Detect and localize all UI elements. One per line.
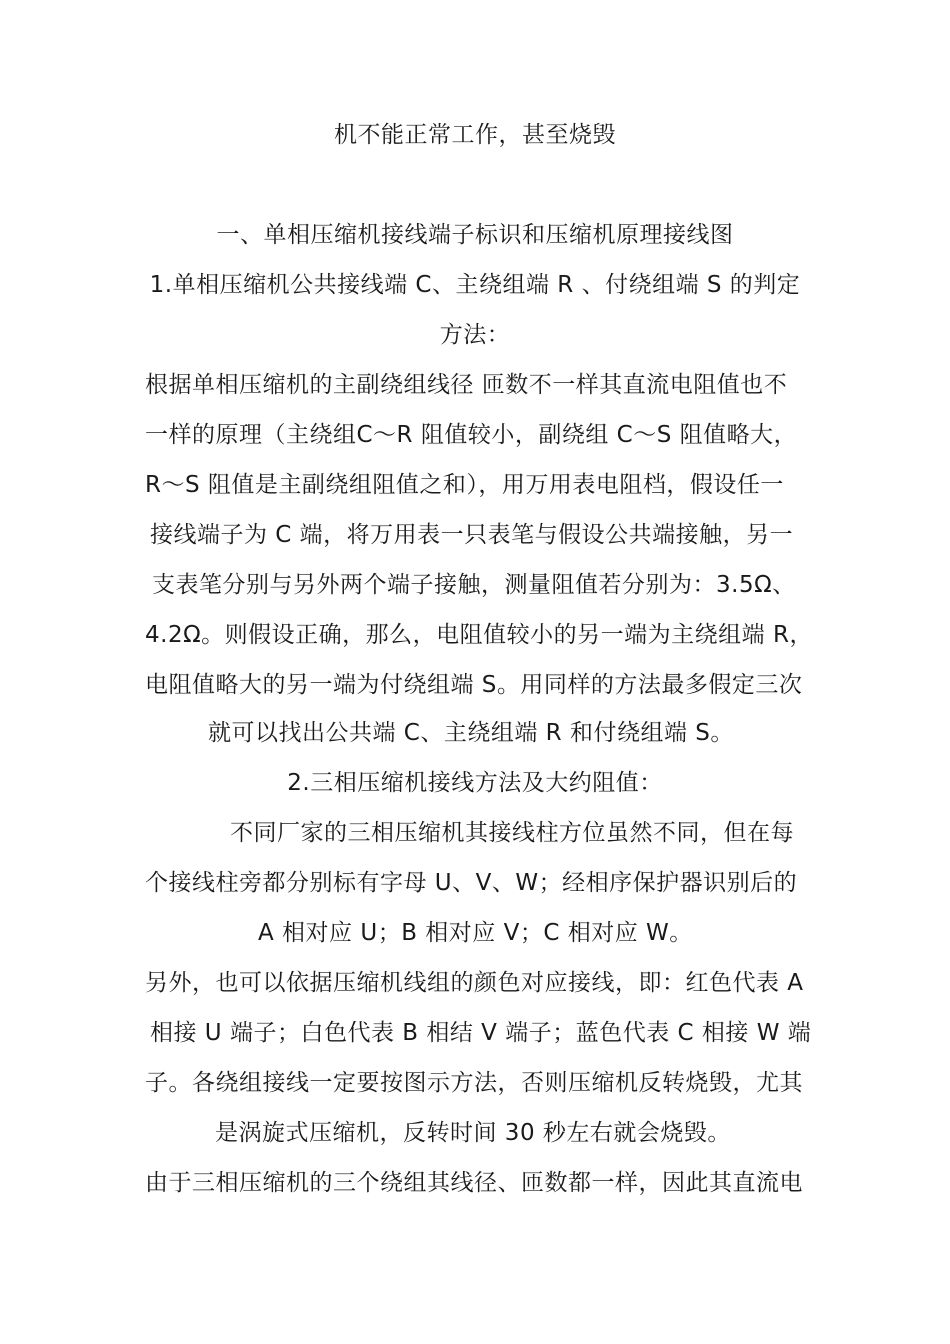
top-line: 机不能正常工作，甚至烧毁 [334,122,616,148]
item2-body-line: 子。各绕组接线一定要按图示方法，否则压缩机反转烧毁，尤其 [145,1070,803,1096]
item2-body-line: A 相对应 U；B 相对应 V；C 相对应 W。 [258,920,693,946]
item1-body-line: 接线端子为 C 端，将万用表一只表笔与假设公共端接触，另一 [150,522,794,548]
item2-heading: 2.三相压缩机接线方法及大约阻值： [287,770,663,796]
item1-body-line: R～S 阻值是主副绕组阻值之和），用万用表电阻档，假设任一 [145,472,784,498]
item2-body-line: 不同厂家的三相压缩机其接线柱方位虽然不同，但在每 [230,820,794,846]
item1-body-line: 4.2Ω。则假设正确，那么，电阻值较小的另一端为主绕组端 R， [145,622,813,648]
item1-heading-line1: 1.单相压缩机公共接线端 C、主绕组端 R 、付绕组端 S 的判定 [149,272,801,298]
item1-heading-line2: 方法： [439,322,511,348]
item1-body-line: 电阻值略大的另一端为付绕组端 S。用同样的方法最多假定三次 [145,672,803,698]
item1-body-line: 就可以找出公共端 C、主绕组端 R 和付绕组端 S。 [208,720,734,746]
item2-body-line: 由于三相压缩机的三个绕组其线径、匝数都一样，因此其直流电 [145,1170,803,1196]
item2-body-line: 是涡旋式压缩机，反转时间 30 秒左右就会烧毁。 [215,1120,731,1146]
item1-body-line: 根据单相压缩机的主副绕组线径 匝数不一样其直流电阻值也不 [145,372,788,398]
item2-body-line: 另外，也可以依据压缩机线组的颜色对应接线，即：红色代表 A [145,970,804,996]
item2-body-line: 相接 U 端子；白色代表 B 相结 V 端子；蓝色代表 C 相接 W 端 [150,1020,812,1046]
section-heading: 一、单相压缩机接线端子标识和压缩机原理接线图 [216,222,734,248]
item1-body-line: 一样的原理（主绕组C～R 阻值较小，副绕组 C～S 阻值略大， [145,422,798,448]
item2-body-line: 个接线柱旁都分别标有字母 U、V、W；经相序保护器识别后的 [145,870,798,896]
item1-body-line: 支表笔分别与另外两个端子接触，测量阻值若分别为：3.5Ω、 [152,572,796,598]
